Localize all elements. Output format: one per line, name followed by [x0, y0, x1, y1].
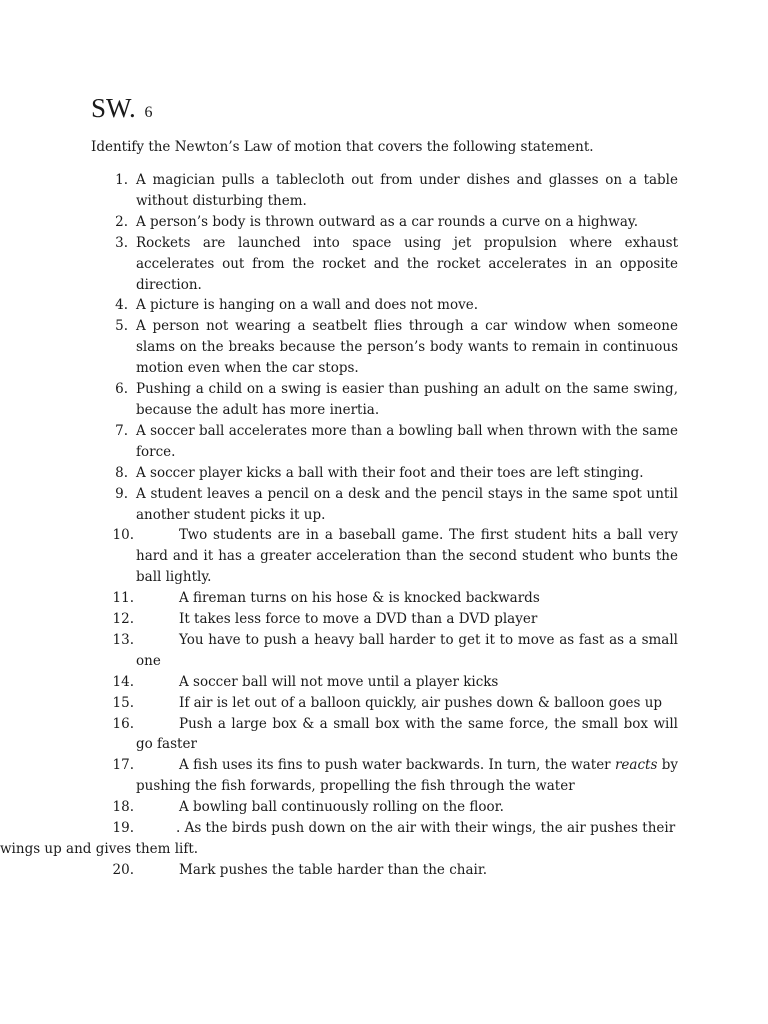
worksheet-number: 6 — [144, 104, 153, 121]
question-number: 11. — [112, 590, 134, 607]
question-text-content: Mark pushes the table harder than the chair. — [179, 861, 488, 878]
question-text-content: Push a large box & a small box with the same force, the small box will go faster — [136, 715, 678, 753]
question-number: 10. — [112, 527, 134, 544]
question-item — [0, 797, 768, 818]
question-text — [136, 860, 678, 881]
question-text — [136, 588, 678, 609]
question-number: 20. — [112, 861, 134, 878]
question-text-content: . As the birds push down on the air with their wings, the air pushes their wings up and gives them lift. — [0, 820, 676, 857]
question-item — [0, 421, 768, 463]
question-text-content: You have to push a heavy ball harder to get it to move as fast as a small one — [136, 631, 678, 669]
question-number: 1. — [115, 172, 128, 188]
question-text: A soccer player kicks a ball with their foot and their toes are left stinging. — [136, 464, 644, 481]
question-text-content: A fireman turns on his hose & is knocked backwards — [179, 590, 540, 607]
emphasized-word: reacts — [614, 757, 658, 774]
question-item — [0, 714, 768, 756]
question-text: Pushing a child on a swing is easier than pushing an adult on the same swing, because the adult has more inertia. — [136, 381, 678, 418]
question-number: 19. — [112, 820, 134, 837]
question-item — [0, 316, 768, 379]
question-text-before: A fish uses its fins to push water backwards. In turn, the water — [179, 757, 611, 774]
question-number: 12. — [112, 611, 134, 628]
question-number: 4. — [115, 297, 128, 314]
question-text-content: If air is let out of a balloon quickly, air pushes down & balloon goes up — [179, 694, 663, 711]
question-list — [0, 170, 768, 881]
question-text — [136, 630, 678, 672]
question-text — [136, 797, 678, 818]
question-text-after: by pushing the fish forwards, propelling the fish through the water — [136, 757, 678, 795]
question-item — [0, 295, 768, 316]
question-item — [0, 609, 768, 630]
question-item — [0, 672, 768, 693]
question-number: 13. — [112, 631, 134, 648]
question-number: 15. — [112, 694, 134, 711]
question-text — [136, 755, 678, 797]
question-item — [0, 755, 768, 797]
question-item — [0, 525, 768, 588]
question-text — [136, 714, 678, 756]
question-number: 9. — [115, 485, 128, 502]
question-text — [136, 693, 678, 714]
question-text-content: A bowling ball continuously rolling on the floor. — [179, 799, 504, 816]
question-text: A soccer ball accelerates more than a bowling ball when thrown with the same force. — [136, 422, 678, 460]
question-number: 14. — [112, 673, 134, 690]
question-number: 7. — [115, 422, 128, 439]
question-item — [0, 463, 768, 484]
question-item — [0, 860, 768, 881]
question-text-content: It takes less force to move a DVD than a DVD player — [179, 611, 538, 628]
instruction-text: Identify the Newton’s Law of motion that covers the following statement. — [91, 139, 594, 155]
question-text: A picture is hanging on a wall and does not move. — [136, 297, 478, 314]
question-text: Rockets are launched into space using jet propulsion where exhaust accelerates out from the rocket and the rocket accelerates in an opposite direction. — [136, 234, 678, 293]
question-item — [0, 818, 768, 860]
question-item — [0, 588, 768, 609]
question-text: A magician pulls a tablecloth out from under dishes and glasses on a table without disturbing them. — [136, 172, 678, 209]
question-number: 18. — [112, 799, 134, 816]
worksheet-title — [91, 94, 153, 127]
question-item — [0, 233, 768, 296]
question-item — [0, 379, 768, 421]
question-number: 8. — [115, 464, 128, 481]
question-text-content: Two students are in a baseball game. The first student hits a ball very hard and it has a greater acceleration than the second student who bunts the ball lightly. — [136, 527, 678, 586]
question-text-content: A soccer ball will not move until a player kicks — [179, 673, 499, 690]
question-item — [0, 630, 768, 672]
question-number: 16. — [112, 715, 134, 732]
question-text: A student leaves a pencil on a desk and the pencil stays in the same spot until another student picks it up. — [136, 485, 678, 523]
question-item — [0, 693, 768, 714]
title-label: SW. — [91, 93, 136, 123]
question-number: 2. — [115, 213, 128, 230]
question-text — [136, 609, 678, 630]
question-item — [0, 484, 768, 526]
question-text — [136, 525, 678, 588]
question-number: 3. — [115, 234, 128, 251]
question-item — [0, 170, 768, 212]
question-text — [136, 672, 678, 693]
question-item — [0, 212, 768, 233]
question-number: 6. — [115, 381, 128, 398]
question-text: A person’s body is thrown outward as a car rounds a curve on a highway. — [136, 213, 639, 230]
question-number: 17. — [112, 757, 134, 774]
question-text: A person not wearing a seatbelt flies through a car window when someone slams on the breaks because the person’s body wants to remain in continuous motion even when the car stops. — [136, 318, 678, 377]
question-number: 5. — [115, 318, 128, 335]
